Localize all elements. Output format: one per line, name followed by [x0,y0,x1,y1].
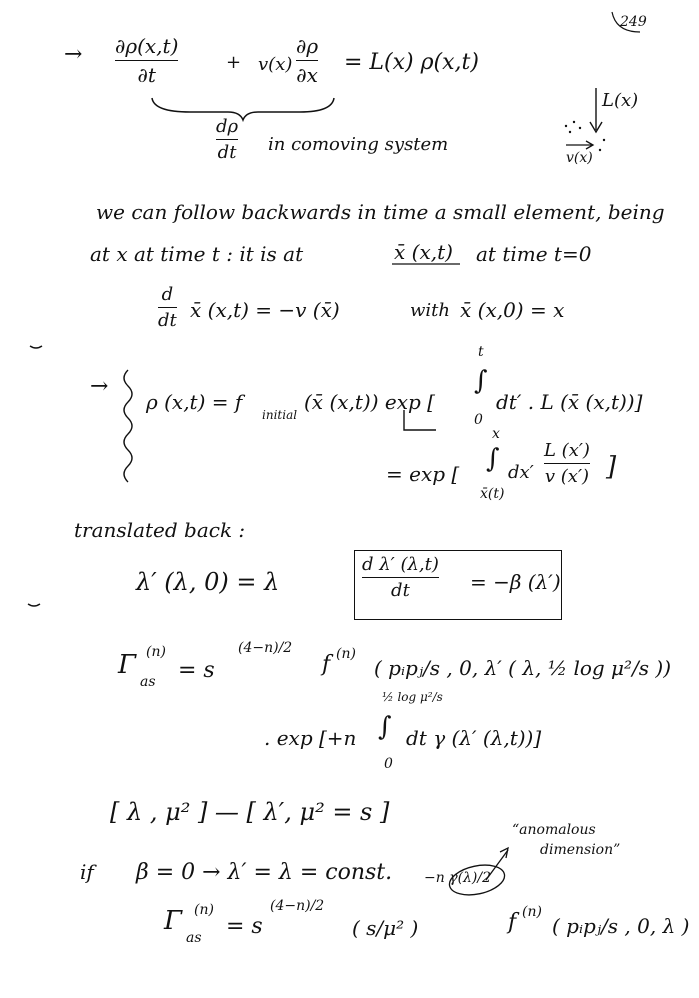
gamma2-sup: (n) [194,902,214,918]
velocity-coef: v(x) [258,54,293,75]
ode-with: with [410,300,450,321]
gamma2-f-sup: (n) [522,904,542,920]
gamma-power: (4−n)/2 [238,640,293,656]
int1-integrand: dt′ . L (x̄ (x,t))] [496,390,643,414]
gamma-f-sup: (n) [336,646,356,662]
gamma2-exponent: −n γ(λ)/2 [424,870,491,886]
gamma-int-sign: ∫ [378,712,392,742]
int2-close: ] [606,452,617,482]
comoving-num: dρ [216,116,239,137]
follow-line-2a: at x at time t : it is at [90,242,304,266]
gamma-eq: = s [178,658,215,683]
ode-initial-condition: x̄ (x,0) = x [460,298,565,322]
arrow-mark: → [64,42,83,67]
gamma-line2: . exp [+n [264,726,357,750]
gamma2-paren: ( s/μ² ) [352,916,419,940]
solution2-lhs: = exp [ [386,462,460,486]
follow-line-2b: x̄ (x,t) [394,240,453,264]
gamma2-symbol: Γ [164,906,183,936]
follow-line-1: we can follow backwards in time a small element, being [96,200,665,224]
beta-zero-condition: β = 0 → λ′ = λ = const. [136,860,393,885]
plus-sign: + [226,52,242,73]
gamma-superscript: (n) [146,644,166,660]
int2-num: L (x′) [544,440,590,461]
gamma-subscript: as [140,674,156,690]
follow-line-2c: at time t=0 [476,242,592,266]
gamma-symbol: Γ [118,650,137,680]
gamma-int-lower: 0 [384,756,393,772]
int1-upper: t [478,344,484,360]
gamma2-f: f [508,910,517,935]
comoving-note: in comoving system [268,134,449,155]
ode-derivative [158,284,177,331]
ode-den: dt [158,310,177,331]
solution-arg: (x̄ (x,t)) exp [ [304,390,435,414]
flow-derivative [362,554,439,601]
ode-lhs: x̄ (x,t) = −v (x̄) [190,298,340,322]
int2-lower: x̄(t) [480,486,505,502]
ode-num: d [161,284,174,305]
int1-lower: 0 [474,412,483,428]
sketch-v-label: v(x) [566,150,593,166]
int2-fraction [544,440,590,487]
anomalous-note-2: dimension” [540,842,621,858]
flow-rhs: = −β (λ′) [470,570,561,594]
gamma2-power: (4−n)/2 [270,898,325,914]
comoving-den: dt [217,142,237,163]
int2-dx: dx′ [508,462,534,483]
gamma2-f-args: ( pᵢpⱼ/s , 0, λ ) [552,914,690,938]
gamma-f: f [322,652,331,677]
solution-arrow: → [90,374,109,399]
gamma2-eq: = s [226,914,263,939]
int2-sign: ∫ [486,444,500,474]
int2-upper: x [492,426,500,442]
partial-rho-dx-den: ∂x [296,63,318,87]
lambda-initial: λ′ (λ, 0) = λ [136,568,280,596]
sketch-L-label: L(x) [602,90,639,111]
page-number: 249 [620,14,647,30]
comoving-derivative [216,116,238,163]
int1-sign: ∫ [474,366,488,396]
solution-lhs: ρ (x,t) = f [146,390,243,414]
flow-num: d λ′ (λ,t) [362,554,439,575]
partial-rho-denominator: ∂t [137,63,156,87]
anomalous-note-1: “anomalous [512,822,596,838]
partial-rho-numerator: ∂ρ(x,t) [115,34,179,58]
gamma2-sub: as [186,930,202,946]
gamma-int-upper: ½ log μ²/s [382,690,443,704]
partial-rho-dx [296,34,318,87]
gamma-int-body: dt γ (λ′ (λ,t))] [406,726,542,750]
coupling-mapping: [ λ , μ² ] — [ λ′, μ² = s ] [110,798,390,826]
if-label: if [80,860,94,884]
translated-label: translated back : [74,518,246,542]
partial-rho-dx-num: ∂ρ [296,34,319,58]
partial-rho-dt [115,34,178,87]
solution-initial-sub: initial [262,408,298,422]
int2-den: v (x′) [544,466,590,487]
flow-den: dt [391,580,410,601]
gamma-args: ( pᵢpⱼ/s , 0, λ′ ( λ, ½ log μ²/s )) [374,656,672,680]
eq1-rhs: = L(x) ρ(x,t) [344,50,479,75]
